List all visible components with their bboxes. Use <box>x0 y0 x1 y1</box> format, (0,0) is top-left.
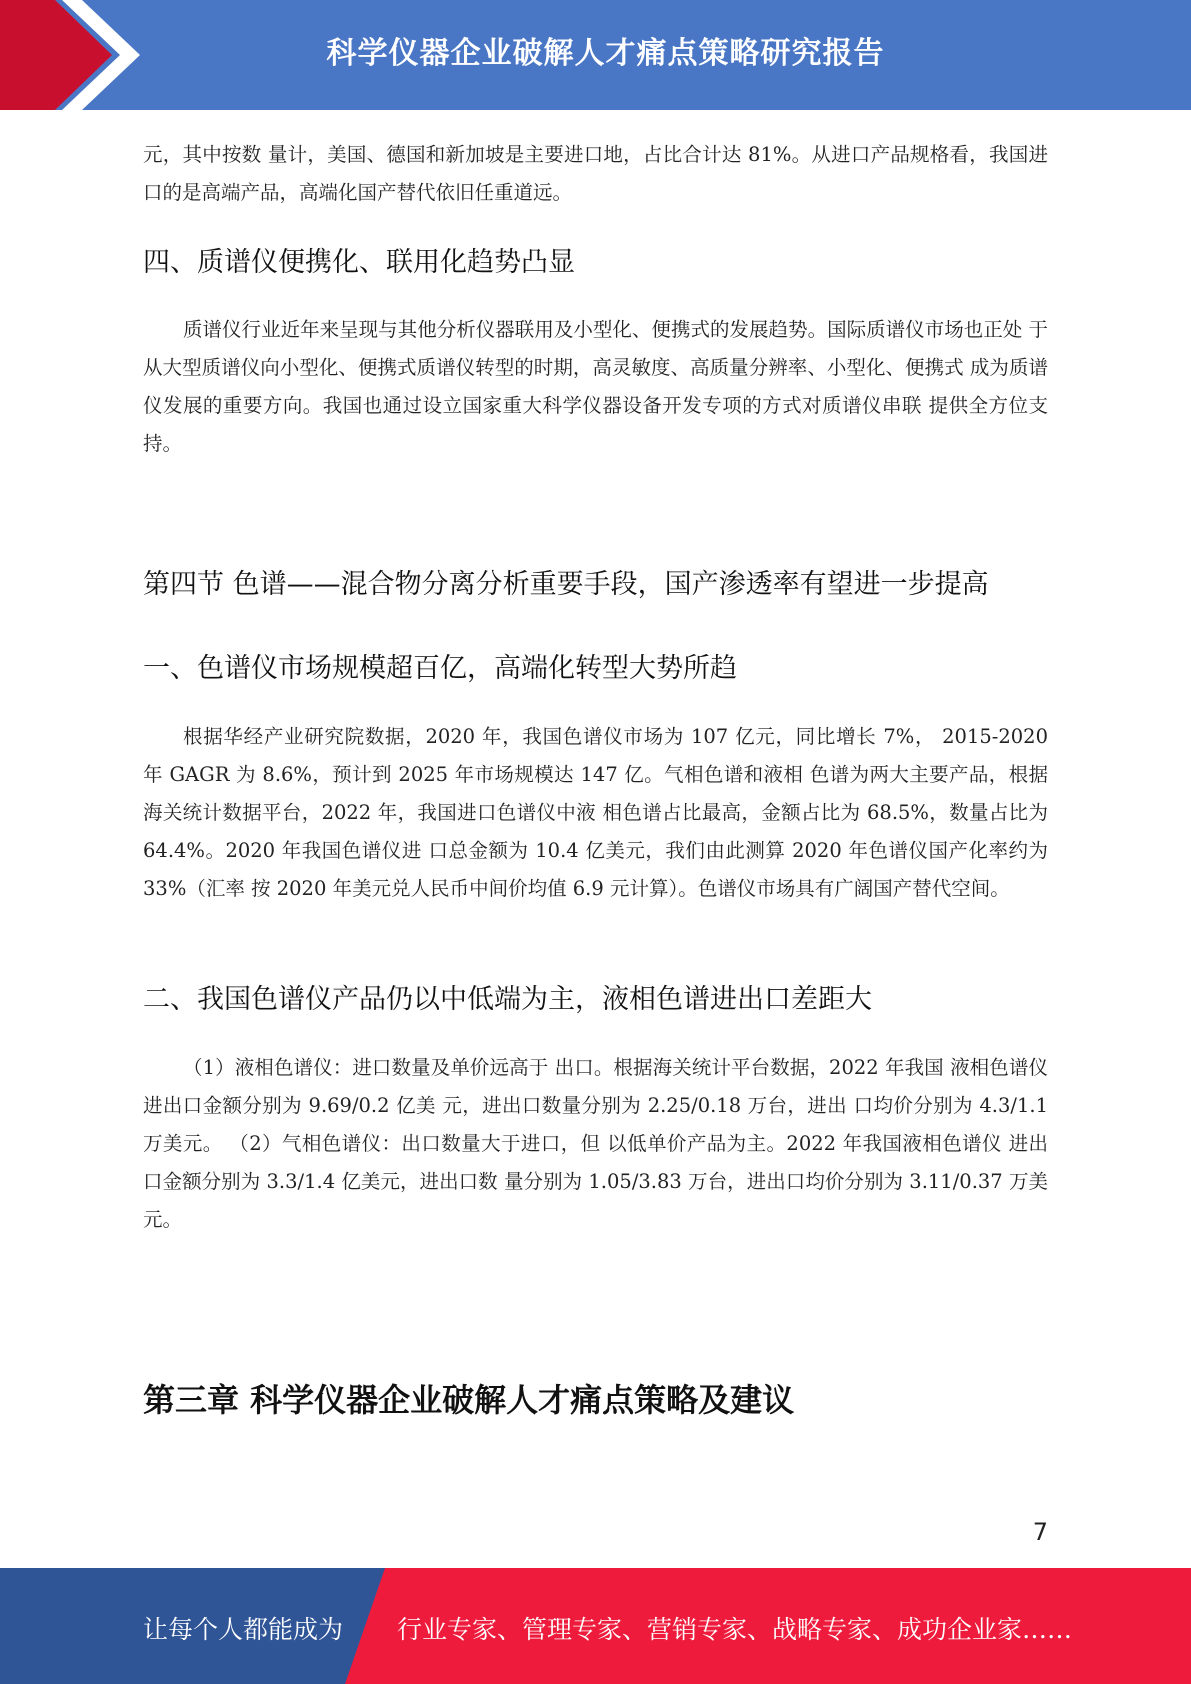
ms-trend-paragraph: 质谱仪行业近年来呈现与其他分析仪器联用及小型化、便携式的发展趋势。国际质谱仪市场也正处 于从大型质谱仪向小型化、便携式质谱仪转型的时期，高灵敏度、高质量分辨率、小型化、便携式 成为质谱仪发展的重要方向。我国也通过设立国家重大科学仪器设备开发专项的方式对质谱仪串联 提供全方位支持。 <box>143 318 1048 455</box>
page-number: 7 <box>1032 1518 1048 1546</box>
footer-slogan-left: 让每个人都能成为 <box>143 1615 344 1644</box>
market-size-paragraph: 根据华经产业研究院数据，2020 年，我国色谱仪市场为 107 亿元，同比增长 7%， 2015-2020 年 GAGR 为 8.6%，预计到 2025 年市场规模达 147 亿。气相色谱和液相 色谱为两大主要产品，根据海关统计数据平台，2022 年，我国进口色谱仪中液 相色谱占比最高，金额占比为 68.5%，数量占比为 64.4%。2020 年我国色谱仪进 口总金额为 10.4 亿美元，我们由此测算 2020 年色谱仪国产化率约为 33%（汇率 按 2020 年美元兑人民币中间价均值 6.9 元计算）。色谱仪市场具有广阔国产替代空间。 <box>143 725 1048 900</box>
footer-slogan-right: 行业专家、管理专家、营销专家、战略专家、成功企业家…… <box>397 1615 1073 1644</box>
subsection-heading-market-size: 一、色谱仪市场规模超百亿，高端化转型大势所趋 <box>143 653 737 684</box>
intro-paragraph: 元，其中按数 量计，美国、德国和新加坡是主要进口地，占比合计达 81%。从进口产品规格看，我国进口的是高端产品，高端化国产替代依旧任重道远。 <box>143 143 1048 204</box>
page-footer <box>0 1568 1191 1684</box>
section-heading-chromatography: 第四节 色谱——混合物分离分析重要手段，国产渗透率有望进一步提高 <box>143 569 989 600</box>
report-title: 科学仪器企业破解人才痛点策略研究报告 <box>326 36 885 71</box>
trade-gap-paragraph: （1）液相色谱仪：进口数量及单价远高于 出口。根据海关统计平台数据，2022 年我国 液相色谱仪进出口金额分别为 9.69/0.2 亿美 元，进出口数量分别为 2.25/0.18 万台，进出 口均价分别为 4.3/1.1 万美元。 （2）气相色谱仪：出口数量大于进口，但 以低单价产品为主。2022 年我国液相色谱仪 进出口金额分别为 3.3/1.4 亿美元，进出口数 量分别为 1.05/3.83 万台，进出口均价分别为 3.11/0.37 万美元。 <box>143 1056 1048 1231</box>
subsection-heading-trade-gap: 二、我国色谱仪产品仍以中低端为主，液相色谱进出口差距大 <box>143 984 872 1015</box>
section-heading-ms-trend: 四、质谱仪便携化、联用化趋势凸显 <box>143 247 575 278</box>
chapter-heading: 第三章 科学仪器企业破解人才痛点策略及建议 <box>143 1381 795 1419</box>
page-header <box>0 0 1191 110</box>
